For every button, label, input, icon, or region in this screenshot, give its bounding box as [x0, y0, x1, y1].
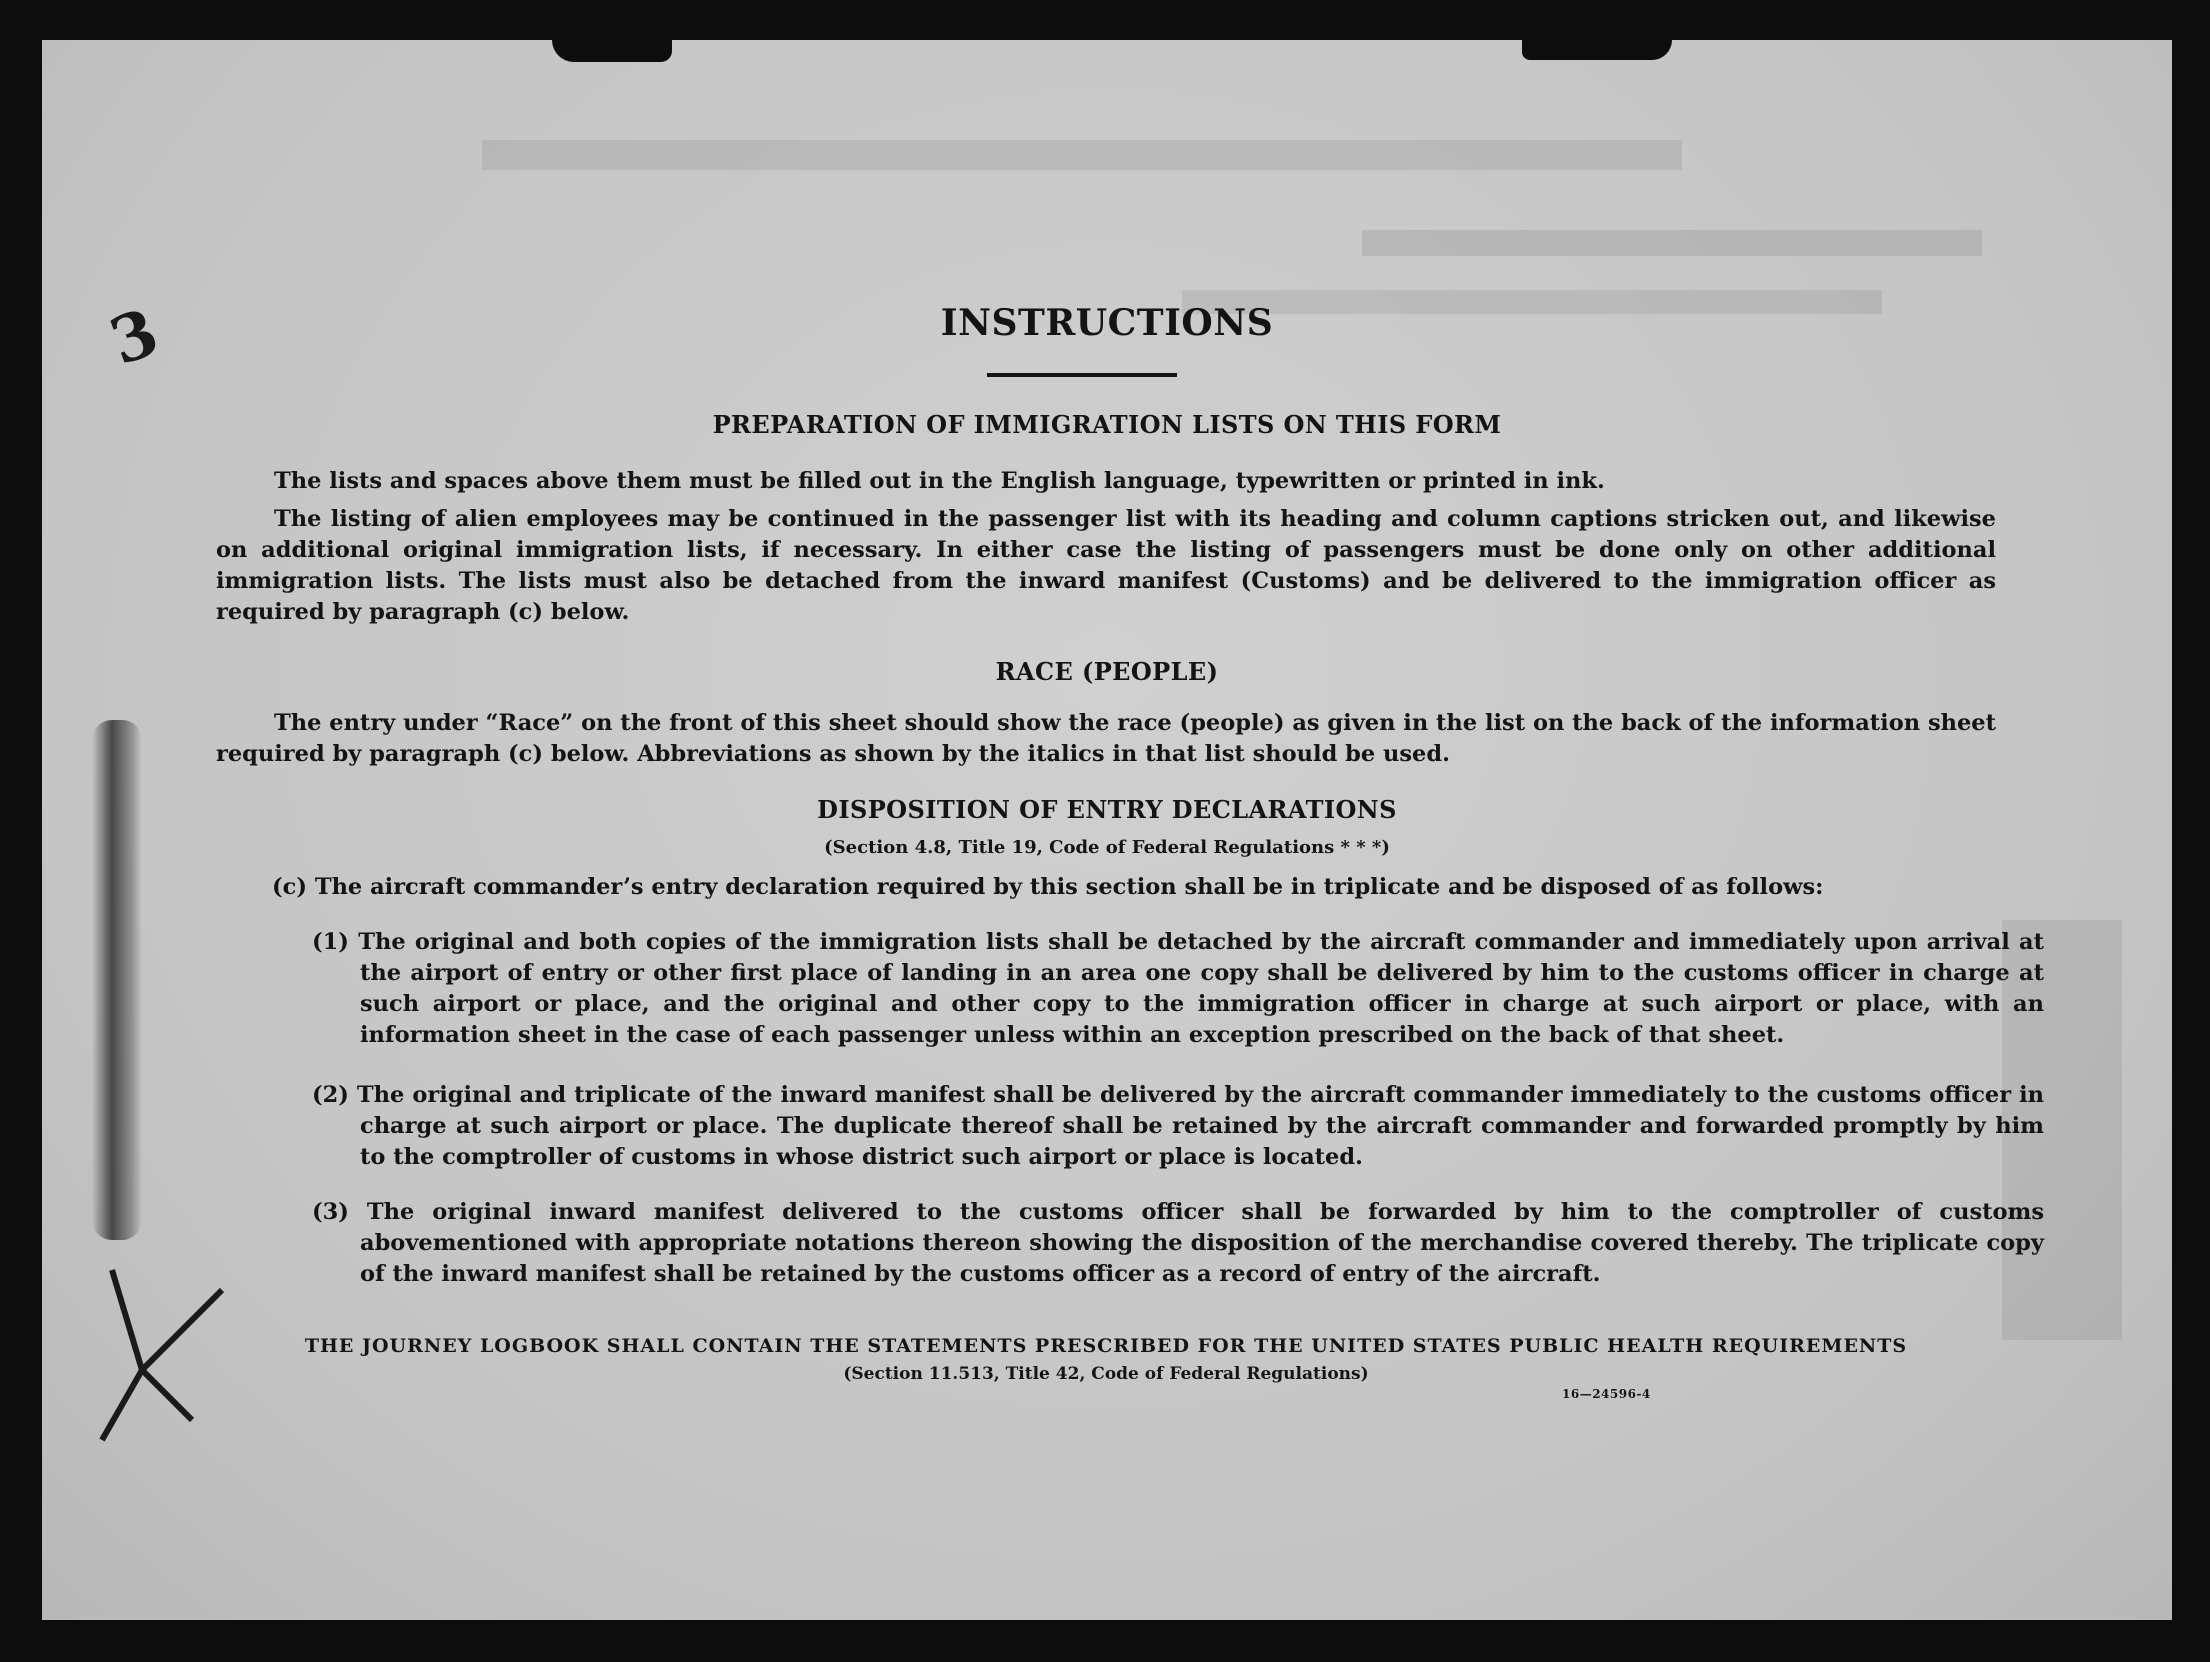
section-heading-race: RACE (PEOPLE): [995, 657, 1219, 686]
section-heading-preparation: PREPARATION OF IMMIGRATION LISTS ON THIS FORM: [712, 410, 1502, 439]
disposition-citation: (Section 4.8, Title 19, Code of Federal Regulations * * *): [824, 837, 1390, 858]
disposition-item-3: (3) The original inward manifest delivered to the customs officer shall be forwarded by him to the comptroller of customs abovementioned with appropriate notations thereon showing the disposition of the merchandise covered thereby. The triplicate copy of the inward manifest shall be retained by the customs officer as a record of entry of the aircraft.: [312, 1199, 2044, 1287]
disposition-item-2: (2) The original and triplicate of the inward manifest shall be delivered by the aircraft commander immediately to the customs officer in charge at such airport or place. The duplicate thereof shall be retained by the aircraft commander and forwarded promptly by him to the comptroller of customs in whose district such airport or place is located.: [312, 1082, 2044, 1170]
race-paragraph: The entry under “Race” on the front of this sheet should show the race (people) as given in the list on the back of the information sheet required by paragraph (c) below. Abbreviations as shown by the italics in that list should be used.: [216, 710, 1996, 767]
disposition-intro: (c) The aircraft commander’s entry declaration required by this section shall be in triplicate and be disposed of as follows:: [272, 874, 1824, 900]
footer-citation: (Section 11.513, Title 42, Code of Federal Regulations): [843, 1364, 1369, 1384]
page-title: INSTRUCTIONS: [940, 302, 1274, 344]
footer-requirement: THE JOURNEY LOGBOOK SHALL CONTAIN THE STATEMENTS PRESCRIBED FOR THE UNITED STATES PUBLIC HEALTH REQUIREMENTS: [304, 1335, 1908, 1357]
preparation-paragraph-1: The lists and spaces above them must be filled out in the English language, typewritten or printed in ink.: [274, 468, 1605, 494]
document-sheet: [42, 40, 2172, 1620]
instructions-content: [42, 40, 2172, 1620]
title-rule: [987, 373, 1177, 377]
section-heading-disposition: DISPOSITION OF ENTRY DECLARATIONS: [817, 795, 1397, 824]
form-number: 16—24596-4: [1562, 1387, 1651, 1401]
disposition-item-1: (1) The original and both copies of the immigration lists shall be detached by the aircraft commander and immediately upon arrival at the airport of entry or other first place of landing in an area one copy shall be delivered by him to the customs officer in charge at such airport or place, and the original and other copy to the immigration officer in charge at such airport or place, with an information sheet in the case of each passenger unless within an exception prescribed on the back of that sheet.: [312, 929, 2044, 1048]
margin-mark: 3: [100, 294, 169, 381]
preparation-paragraph-2: The listing of alien employees may be continued in the passenger list with its heading and column captions stricken out, and likewise on additional original immigration lists, if necessary. In either case the listing of passengers must be done only on other additional immigration lists. The lists must also be detached from the inward manifest (Customs) and be delivered to the immigration officer as required by paragraph (c) below.: [216, 506, 1996, 625]
